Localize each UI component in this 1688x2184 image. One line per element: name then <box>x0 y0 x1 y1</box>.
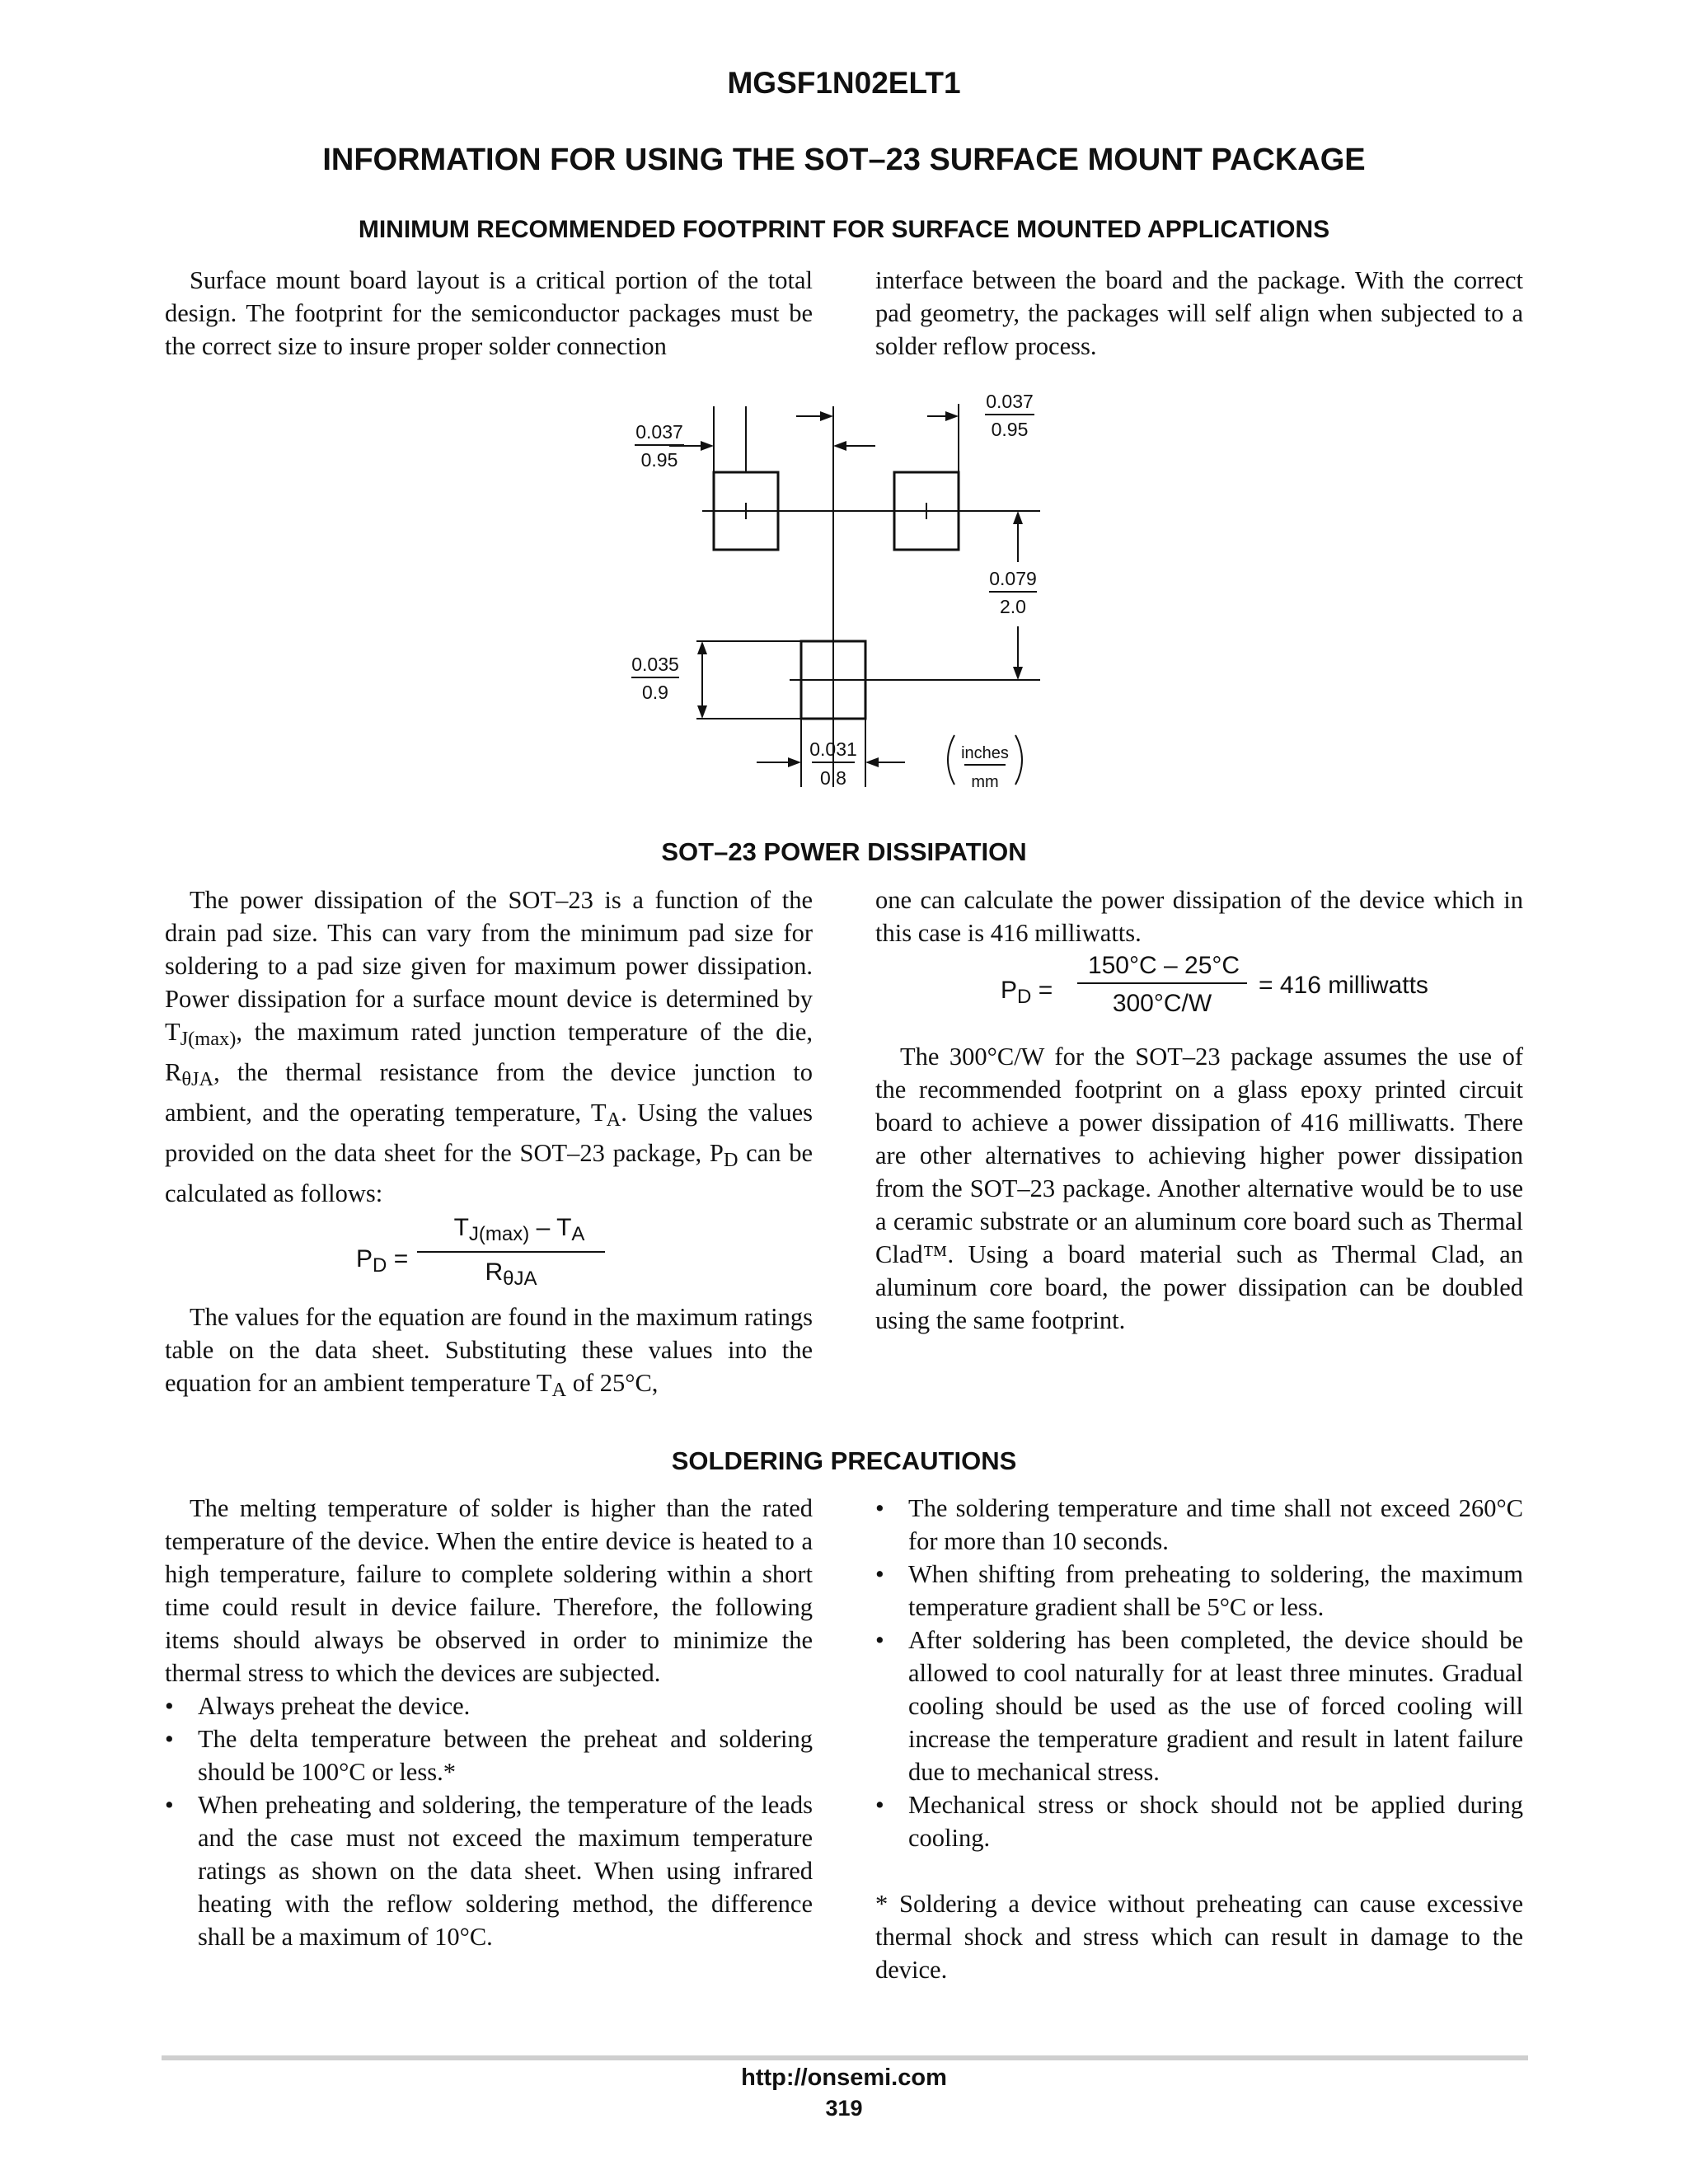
list-item: • When shifting from preheating to soldering, the maximum temperature gradient shall be 5°C or less. <box>875 1560 1523 1621</box>
dim5-inches: 0.031 <box>809 738 857 760</box>
power-paragraph-2: The values for the equation are found in the maximum ratings table on the data sheet. Substituting these values into the equation for an ambient temperature $T_A$ of 25°C, <box>165 1303 813 1402</box>
arrowhead <box>833 441 846 451</box>
solder-intro: The melting temperature of solder is higher than the rated temperature of the device. When the entire device is heated to a high temperature, failure to complete soldering within a short time could result in device failure. Therefore, the following items should always be observed in order to minimize the thermal stress to which the devices are subjected. <box>165 1494 813 1687</box>
solder-left-column <box>165 1492 813 1953</box>
list-item: • The soldering temperature and time shall not exceed 260°C for more than 10 seconds. <box>875 1494 1523 1555</box>
dim2-mm: 0.95 <box>991 419 1029 440</box>
dim1-inches: 0.037 <box>635 421 683 443</box>
arrowhead <box>701 441 714 451</box>
arrowhead <box>788 757 801 767</box>
list-item: • Mechanical stress or shock should not be applied during cooling. <box>875 1791 1523 1852</box>
intro-left-column <box>165 264 813 363</box>
units-mm: mm <box>971 773 999 791</box>
dim3-mm: 2.0 <box>1000 596 1026 617</box>
dim1-mm: 0.95 <box>640 449 678 471</box>
page-title: INFORMATION FOR USING THE SOT–23 SURFACE MOUNT PACKAGE <box>322 143 1366 177</box>
list-item: • When preheating and soldering, the temperature of the leads and the case must not exceed the maximum temperature ratings as shown on the data sheet. When using infrared heating with the reflow soldering method, the difference shall be a maximum of 10°C. <box>165 1791 813 1951</box>
dim2-inches: 0.037 <box>986 391 1034 412</box>
solder-footnote: * Soldering a device without preheating can cause excessive thermal shock and stress which can result in damage to the device. <box>875 1890 1523 1984</box>
arrowhead <box>1013 667 1023 680</box>
footer-divider <box>162 2055 1528 2060</box>
arrowhead <box>697 641 707 654</box>
equation-1: $P_D$ = $T_{J(max)} - T_A$ $R_{\theta JA}$ <box>165 1210 813 1301</box>
page-number: 319 <box>825 2096 863 2121</box>
arrowhead <box>697 705 707 719</box>
intro-left-text: Surface mount board layout is a critical portion of the total design. The footprint for the semiconductor packages must be the correct size to insure proper solder connection <box>165 266 813 360</box>
dim5-mm: 0.8 <box>820 767 846 789</box>
power-paragraph-1: The power dissipation of the SOT–23 is a function of the drain pad size. This can vary from the minimum pad size for soldering to a pad size given for maximum power dissipation. Power dissipation for a surface mount device is determined by $T_{J(max)}$, the maximum rated junction temperature of the die, $R_{\theta JA}$, the thermal resistance from the device junction to ambient, and the operating temperature, $T_A$. Using the values provided on the data sheet for the SOT–23 package, $P_D$ can be calculated as follows: <box>165 886 813 1208</box>
power-right-column <box>875 883 1523 1337</box>
power-paragraph-4: The 300°C/W for the SOT–23 package assumes the use of the recommended footprint on a glass epoxy printed circuit board to achieve a power dissipation of 416 milliwatts. There are other alternatives to achieving higher power dissipation from the SOT–23 package. Another alternative would be to use a ceramic substrate or an aluminum core board such as Thermal Clad™. Using a board material such as Thermal Clad, an aluminum core board, the power dissipation can be doubled using the same footprint. <box>875 1043 1523 1334</box>
power-left-column <box>165 883 813 1407</box>
intro-right-column <box>875 264 1523 363</box>
list-item: • After soldering has been completed, the device should be allowed to cool naturally for at least three minutes. Gradual cooling should be used as the use of forced cooling will increase the temperature gradient and result in latent failure due to mechanical stress. <box>875 1626 1523 1786</box>
equation-2: $P_D$ = 150°C – 25°C 300°C/W = 416 milliwatts <box>1001 952 1428 1017</box>
footprint-diagram <box>0 387 1688 808</box>
solder-right-column <box>875 1492 1523 1986</box>
power-dissipation-heading: SOT–23 POWER DISSIPATION <box>661 837 1027 866</box>
fraction-bar <box>1077 982 1247 984</box>
footprint-heading: MINIMUM RECOMMENDED FOOTPRINT FOR SURFACE MOUNTED APPLICATIONS <box>358 216 1330 243</box>
list-item: • Always preheat the device. <box>165 1692 471 1720</box>
arrowhead <box>945 411 959 421</box>
power-paragraph-3: one can calculate the power dissipation of the device which in this case is 416 milliwatts. <box>875 886 1523 947</box>
soldering-heading: SOLDERING PRECAUTIONS <box>671 1446 1017 1475</box>
dim3-inches: 0.079 <box>989 568 1037 589</box>
arrowhead <box>1013 511 1023 524</box>
fraction-bar <box>417 1251 605 1253</box>
part-number: MGSF1N02ELT1 <box>727 66 961 100</box>
dim4-mm: 0.9 <box>642 682 668 703</box>
units-inches: inches <box>961 744 1009 762</box>
dim4-inches: 0.035 <box>631 654 679 675</box>
arrowhead <box>865 757 879 767</box>
footer-url[interactable]: http://onsemi.com <box>741 2064 947 2091</box>
intro-right-text: interface between the board and the package. With the correct pad geometry, the packages will self align when subjected to a solder reflow process. <box>875 266 1523 360</box>
arrowhead <box>820 411 833 421</box>
list-item: • The delta temperature between the preheat and soldering should be 100°C or less.* <box>165 1725 813 1786</box>
